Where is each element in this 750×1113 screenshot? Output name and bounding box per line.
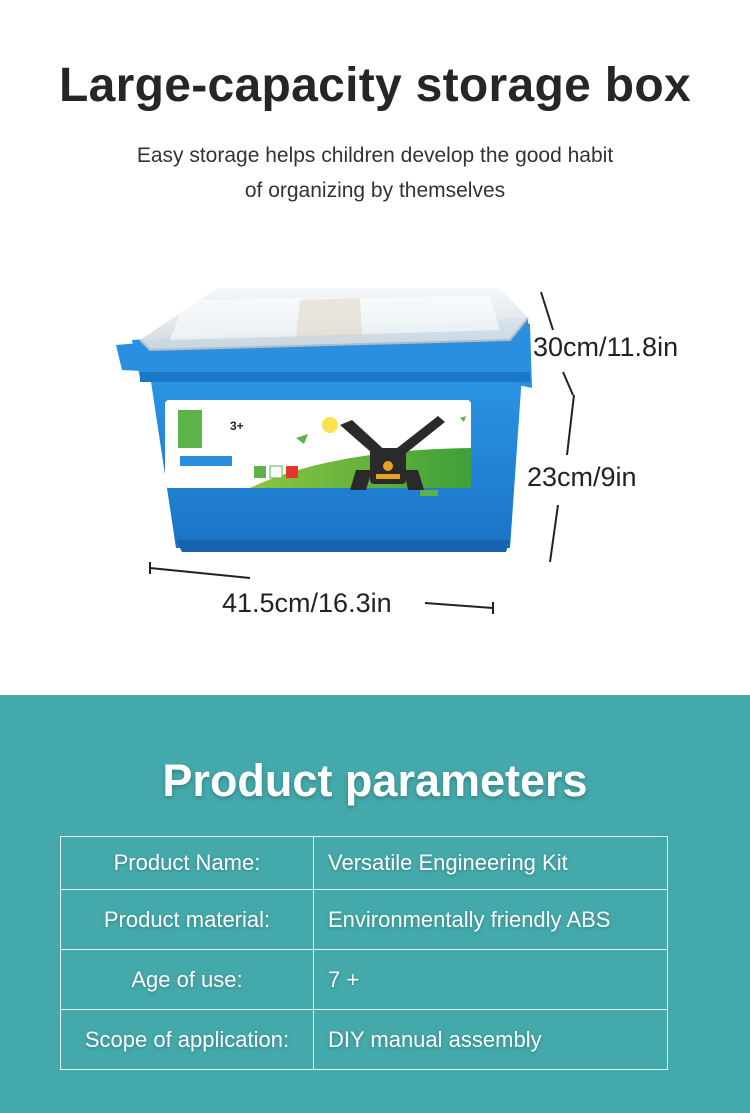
param-value: DIY manual assembly bbox=[314, 1010, 668, 1070]
subtitle-line-2: of organizing by themselves bbox=[244, 179, 506, 202]
param-key: Scope of application: bbox=[61, 1010, 314, 1070]
box-label bbox=[165, 400, 471, 496]
product-parameters-section bbox=[0, 695, 750, 1113]
lid-height-label: 30cm/11.8in bbox=[533, 332, 679, 362]
table-row bbox=[61, 950, 668, 1010]
table-row bbox=[61, 1010, 668, 1070]
table-row bbox=[61, 837, 668, 890]
param-value: 7 + bbox=[314, 950, 668, 1010]
param-key: Age of use: bbox=[61, 950, 314, 1010]
box-lid bbox=[140, 288, 528, 350]
param-value: Versatile Engineering Kit bbox=[314, 837, 668, 890]
subtitle bbox=[0, 138, 750, 208]
subtitle-line-1: Easy storage helps children develop the good habit bbox=[136, 144, 614, 167]
table-row bbox=[61, 890, 668, 950]
param-key: Product material: bbox=[61, 890, 314, 950]
page-title: Large-capacity storage box bbox=[58, 59, 691, 112]
width-label: 41.5cm/16.3in bbox=[222, 588, 392, 618]
param-value: Environmentally friendly ABS bbox=[314, 890, 668, 950]
param-key: Product Name: bbox=[61, 837, 314, 890]
params-table bbox=[60, 836, 668, 1070]
params-title: Product parameters bbox=[162, 755, 588, 806]
body-height-label: 23cm/9in bbox=[527, 462, 637, 492]
age-badge: 3+ bbox=[230, 419, 244, 433]
storage-box-image bbox=[0, 270, 750, 630]
